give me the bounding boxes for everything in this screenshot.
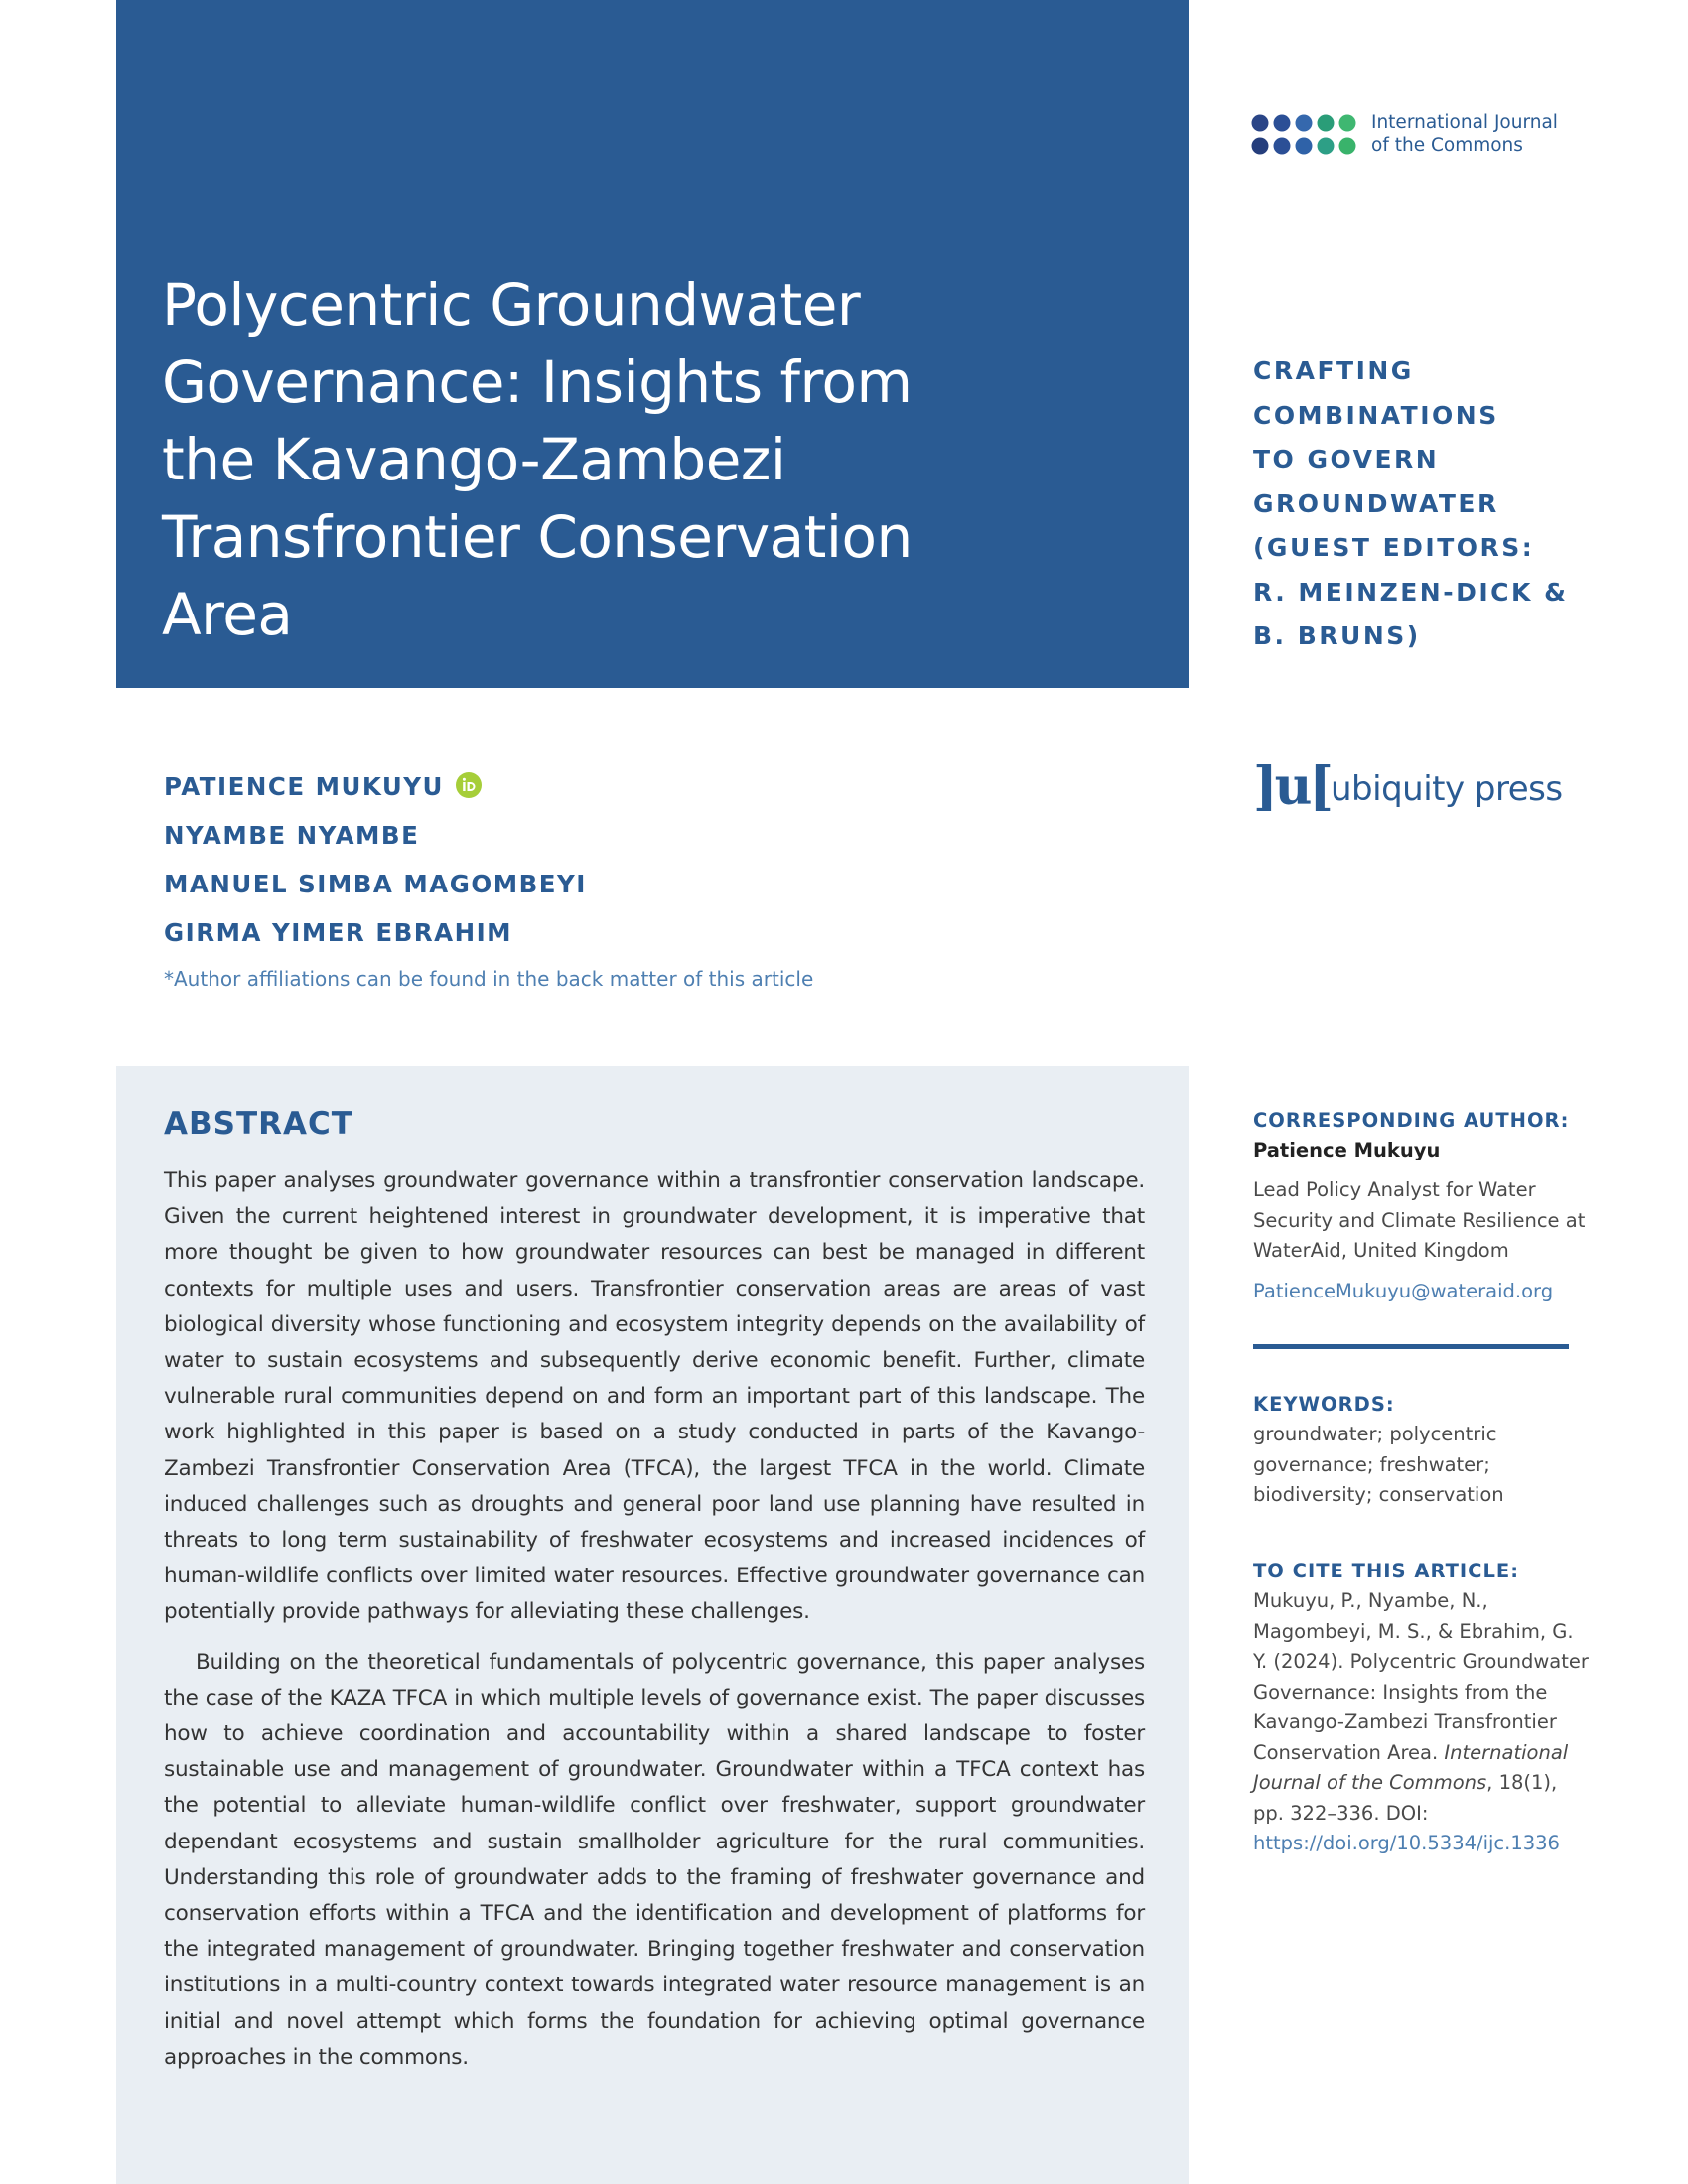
author-name[interactable]: MANUEL SIMBA MAGOMBEYI: [164, 869, 587, 898]
keywords-section: [1253, 1390, 1591, 1511]
keywords-heading: KEYWORDS:: [1253, 1393, 1395, 1416]
corresponding-author: [1253, 1106, 1591, 1306]
collection-label: CRAFTING COMBINATIONS TO GOVERN GROUNDWATER (GUEST EDITORS: R. MEINZEN-DICK & B. BRUNS): [1253, 356, 1569, 650]
citation-text-after: , 18(1), pp. 322–336. DOI:: [1253, 1771, 1558, 1825]
author-name-text: PATIENCE MUKUYU: [164, 771, 444, 801]
publisher-name: ubiquity press: [1331, 769, 1563, 809]
author-name[interactable]: [164, 762, 1057, 811]
abstract-paragraph: Building on the theoretical fundamentals of polycentric governance, this paper analyses the case of the KAZA TFCA in which multiple levels of governance exist. The paper discusses how to achieve coordination and accountability within a shared landscape to foster sustainable use and management of groundwater. Groundwater within a TFCA context has the potential to alleviate human-wildlife conflict over freshwater, support groundwater dependant ecosystems and sustain smallholder agriculture for the rural communities. Understanding this role of groundwater adds to the framing of freshwater governance and conservation efforts within a TFCA and the identification and development of platforms for the integrated management of groundwater. Bringing together freshwater and conservation institutions in a multi-country context towards integrated water resource management is an initial and novel attempt which forms the foundation for achieving optimal governance approaches in the commons.: [164, 1649, 1145, 2070]
citation-journal: International Journal of the Commons: [1253, 1740, 1569, 1794]
corresponding-author-role: Lead Policy Analyst for Water Security and Climate Resilience at WaterAid, United Kingdom: [1253, 1178, 1586, 1262]
author-name[interactable]: GIRMA YIMER EBRAHIM: [164, 917, 513, 947]
orcid-icon[interactable]: [456, 772, 482, 798]
citation-doi-link[interactable]: https://doi.org/10.5334/ijc.1336: [1253, 1832, 1560, 1854]
abstract-body: [164, 1163, 1145, 2076]
citation-heading: TO CITE THIS ARTICLE:: [1253, 1560, 1519, 1582]
journal-logo: [1251, 111, 1579, 159]
citation-text: [1253, 1586, 1591, 1859]
corresponding-author-name: Patience Mukuyu: [1253, 1139, 1441, 1161]
corresponding-author-email[interactable]: PatienceMukuyu@wateraid.org: [1253, 1279, 1554, 1302]
affiliation-note: *Author affiliations can be found in the back matter of this article: [164, 967, 814, 991]
abstract-paragraph: This paper analyses groundwater governance within a transfrontier conservation landscape. Given the current heightened interest in groundwater development, it is imperative that more thought be given to how groundwater resources can best be managed in different contexts for multiple uses and users. Transfrontier conservation areas are areas of vast biological diversity whose functioning and ecosystem integrity depends on the availability of water to sustain ecosystems and subsequently derive economic benefit. Further, climate vulnerable rural communities depend on and form an important part of this landscape. The work highlighted in this paper is based on a study conducted in parts of the Kavango-Zambezi Transfrontier Conservation Area (TFCA), the largest TFCA in the world. Climate induced challenges such as droughts and general poor land use planning have resulted in threats to long term sustainability of freshwater ecosystems and increased incidences of human-wildlife conflicts over limited water resources. Effective groundwater governance can potentially provide pathways for alleviating these challenges.: [164, 1168, 1145, 1625]
journal-dots-icon: [1251, 113, 1362, 157]
publisher-logo: [1253, 756, 1571, 819]
title-banner: [116, 0, 1189, 688]
author-list: [164, 762, 1057, 993]
abstract-panel: [116, 1066, 1189, 2184]
paper-title: Polycentric Groundwater Governance: Insights from the Kavango-Zambezi Transfrontier Conservation Area: [162, 271, 913, 648]
divider: [1253, 1344, 1569, 1349]
open-access-icon: [1189, 77, 1260, 187]
author-name[interactable]: NYAMBE NYAMBE: [164, 820, 420, 850]
citation-text-before: Mukuyu, P., Nyambe, N., Magombeyi, M. S., & Ebrahim, G. Y. (2024). Polycentric Groundwater Governance: Insights from the Kavango-Zambezi Transfrontier Conservation Area.: [1253, 1589, 1589, 1764]
corresponding-author-heading: CORRESPONDING AUTHOR:: [1253, 1109, 1570, 1132]
journal-name: International Journal of the Commons: [1371, 112, 1558, 156]
keywords-text: groundwater; polycentric governance; freshwater; biodiversity; conservation: [1253, 1423, 1504, 1506]
publisher-mark: ]u[: [1253, 756, 1332, 817]
abstract-heading: ABSTRACT: [164, 1106, 353, 1142]
citation-section: [1253, 1557, 1591, 1859]
